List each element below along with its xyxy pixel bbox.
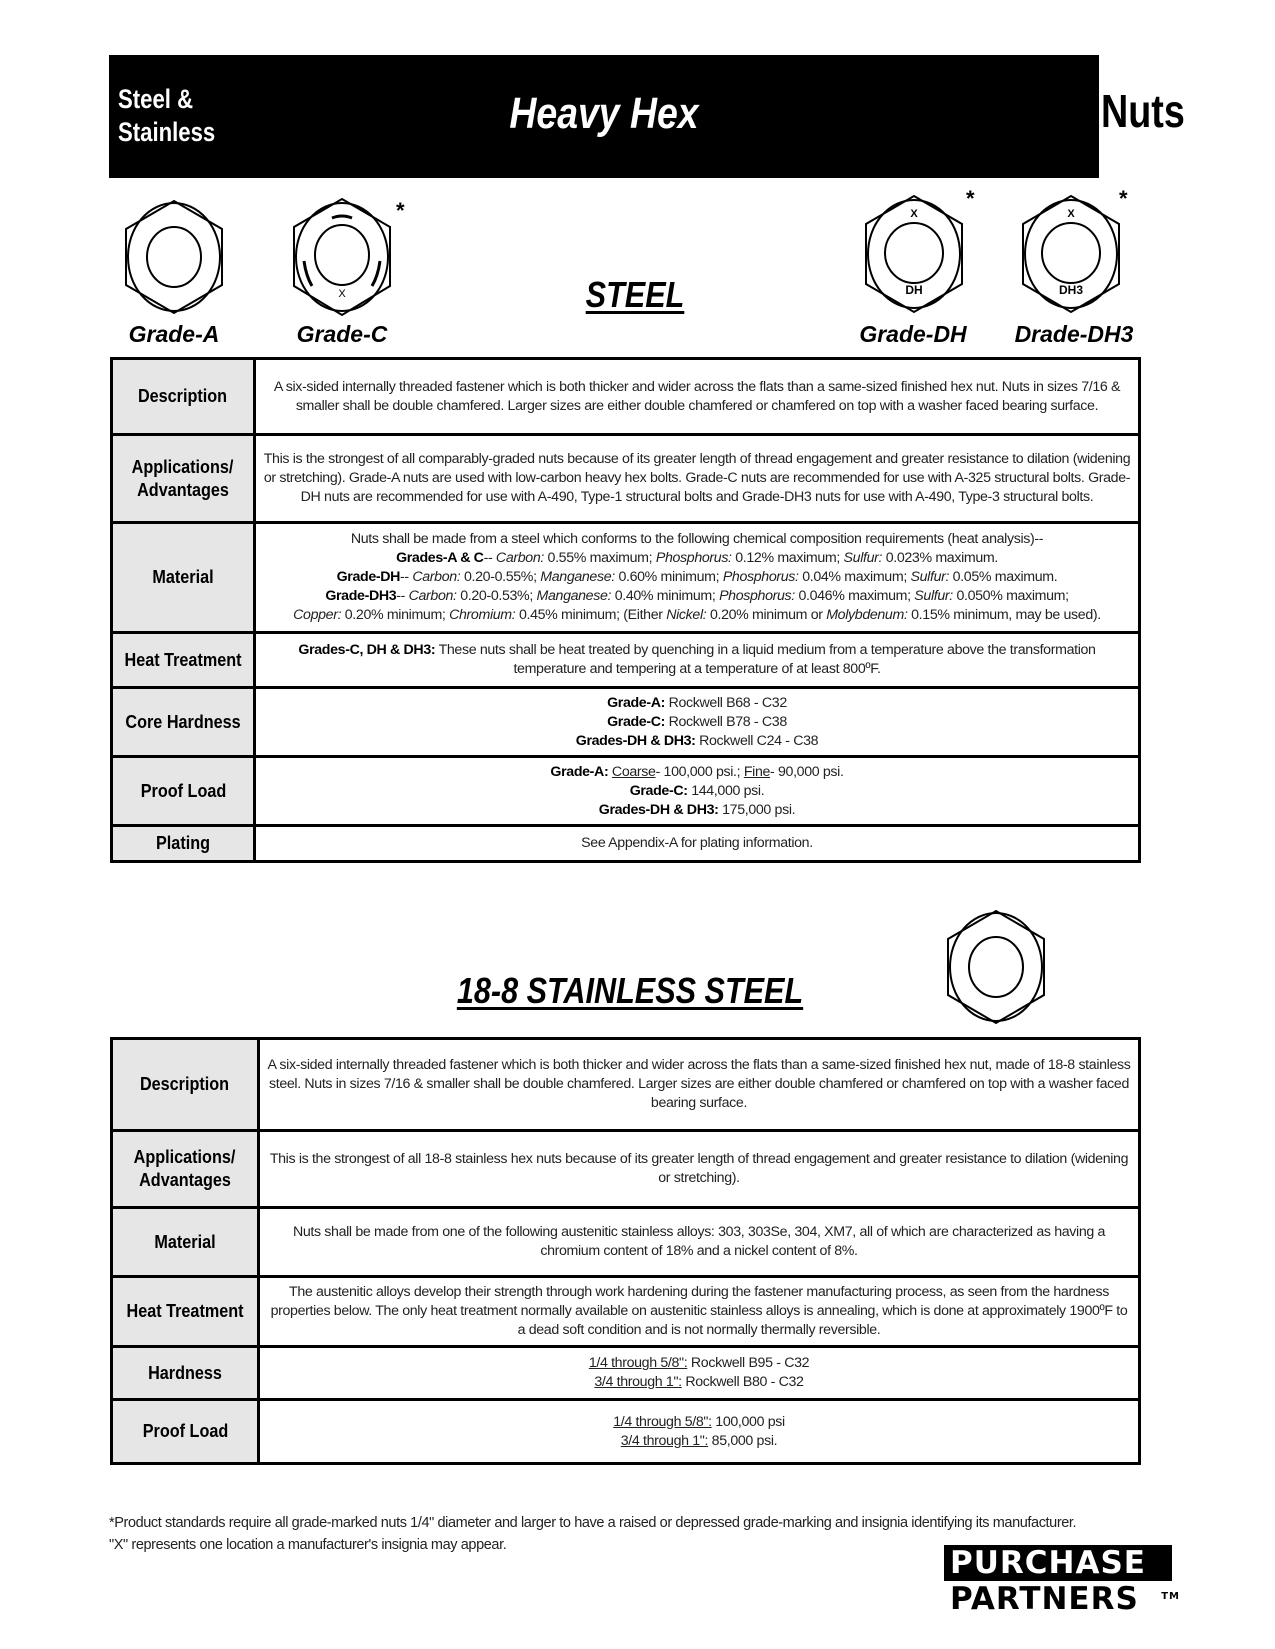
grade-a-nut-icon bbox=[122, 198, 226, 316]
proof-load-text: Grade-A: Coarse- 100,000 psi.; Fine- 90,000 psi. Grade-C: 144,000 psi. Grades-DH & DH3: 175,000 psi. bbox=[255, 757, 1140, 826]
stainless-row-material bbox=[112, 1208, 1140, 1277]
row-label: Plating bbox=[112, 826, 255, 862]
row-label: Heat Treatment bbox=[112, 1277, 259, 1347]
grade-dh3-asterisk: * bbox=[1119, 186, 1128, 211]
grade-dh-nut-icon bbox=[862, 194, 966, 314]
proof-load-text: 1/4 through 5/8": 100,000 psi 3/4 through 1": 85,000 psi. bbox=[613, 1413, 785, 1449]
category-title: Nuts bbox=[1101, 85, 1185, 137]
svg-text:DH: DH bbox=[905, 283, 923, 297]
row-label: Hardness bbox=[112, 1347, 259, 1400]
steel-spec-table bbox=[110, 357, 1141, 863]
row-label: Material bbox=[112, 1208, 259, 1277]
stainless-row-description bbox=[112, 1039, 1140, 1131]
row-label: Description bbox=[112, 1039, 259, 1131]
stainless-nut-icon bbox=[944, 908, 1048, 1026]
steel-row-core-hardness bbox=[112, 688, 1140, 757]
steel-row-description bbox=[112, 359, 1140, 435]
grade-a-label: Grade-A bbox=[128, 321, 220, 347]
header-subtitle-line2: Stainless bbox=[118, 117, 216, 147]
stainless-row-proof-load bbox=[112, 1400, 1140, 1464]
stainless-row-hardness bbox=[112, 1347, 1140, 1400]
grade-c-nut-icon bbox=[290, 196, 394, 318]
grade-c-asterisk: * bbox=[396, 198, 405, 223]
logo-line2: PARTNERS TM bbox=[950, 1581, 1180, 1617]
stainless-row-applications bbox=[112, 1131, 1140, 1208]
material-text: Nuts shall be made from one of the following austenitic stainless alloys: 303, 303Se, 304, XM7, all of which are characterized as having a chromium content of 18% and a nickel content of 8%. bbox=[259, 1208, 1140, 1277]
material-text: Nuts shall be made from a steel which conforms to the following chemical composition requirements (heat analysis)-- Grades-A & C-- Carbon: 0.55% maximum; Phosphorus: 0.12% maximum; Sulfur: 0.023% maximum. Grade-DH-- Carbon: 0.20-0.55%; Manganese: 0.60% minimum; Phosphorus: 0.04% maximum; Sulfur: 0.05% maximum. Grade-DH3-- Carbon: 0.20-0.53%; Manganese: 0.40% minimum; Phosphorus: 0.046% maximum; Sulfur: 0.050% maximum; Copper: 0.20% minimum; Chromium: 0.45% minimum; (Either Nickel: 0.20% minimum or Molybdenum: 0.15% minimum, may be used). bbox=[255, 523, 1140, 633]
row-label: Material bbox=[112, 523, 255, 633]
hardness-text: 1/4 through 5/8": Rockwell B95 - C32 3/4 through 1": Rockwell B80 - C32 bbox=[259, 1347, 1140, 1400]
core-hardness-text: Grade-A: Rockwell B68 - C32 Grade-C: Rockwell B78 - C38 Grades-DH & DH3: Rockwell C24 - C38 bbox=[255, 688, 1140, 757]
stainless-section-title: 18-8 STAINLESS STEEL bbox=[456, 970, 804, 1011]
row-label: Applications/ Advantages bbox=[112, 1131, 259, 1208]
row-label: Applications/ Advantages bbox=[112, 435, 255, 523]
stainless-row-heat-treatment bbox=[112, 1277, 1140, 1347]
page-title: Heavy Hex bbox=[509, 89, 699, 138]
heat-treatment-text: Grades-C, DH & DH3: These nuts shall be heat treated by quenching in a liquid medium from a temperature above the transformation temperature and tempering at a temperature of at least 800ºF. bbox=[255, 633, 1140, 688]
steel-row-plating bbox=[112, 826, 1140, 862]
grade-dh3-label: Drade-DH3 bbox=[1014, 321, 1134, 347]
applications-text: This is the strongest of all comparably-graded nuts because of its greater length of thread engagement and greater resistance to dilation (widening or stretching). Grade-A nuts are used with low-carbon heavy hex bolts. Grade-C nuts are recommended for use with A-325 structural bolts. Grade-DH nuts are recommended for use with A-490, Type-1 structural bolts and Grade-DH3 nuts for use with A-490, Type-3 structural bolts. bbox=[255, 435, 1140, 523]
steel-row-material bbox=[112, 523, 1140, 633]
grade-c-label: Grade-C bbox=[296, 321, 388, 347]
steel-row-heat-treatment bbox=[112, 633, 1140, 688]
svg-text:X: X bbox=[910, 208, 918, 220]
applications-text: This is the strongest of all 18-8 stainless hex nuts because of its greater length of thread engagement and greater resistance to dilation (widening or stretching). bbox=[259, 1131, 1140, 1208]
purchase-partners-logo bbox=[944, 1545, 1180, 1617]
grade-dh-label: Grade-DH bbox=[859, 321, 967, 347]
steel-row-proof-load bbox=[112, 757, 1140, 826]
footnote-insignia: "X" represents one location a manufacturer's insignia may appear. bbox=[109, 1537, 507, 1553]
description-text: A six-sided internally threaded fastener which is both thicker and wider across the flats than a same-sized finished hex nut, made of 18-8 stainless steel. Nuts in sizes 7/16 & smaller shall be double chamfered. Larger sizes are either double chamfered or chamfered on top with a washer faced bearing surface. bbox=[259, 1039, 1140, 1131]
header-subtitle-line1: Steel & bbox=[118, 84, 194, 114]
steel-row-applications bbox=[112, 435, 1140, 523]
row-label: Description bbox=[112, 359, 255, 435]
stainless-spec-table bbox=[110, 1037, 1141, 1465]
row-label: Heat Treatment bbox=[112, 633, 255, 688]
trademark-symbol: TM bbox=[1161, 1591, 1180, 1602]
heat-treatment-text: The austenitic alloys develop their strength through work hardening during the fastener manufacturing process, as seen from the hardness properties below. The only heat treatment normally available on austenitic stainless alloys is annealing, which is done at approximately 1900ºF to a dead soft condition and is not normally thermally reversible. bbox=[259, 1277, 1140, 1347]
grade-dh-asterisk: * bbox=[966, 186, 975, 211]
footnote-grade-marking: *Product standards require all grade-marked nuts 1/4" diameter and larger to have a raised or depressed grade-marking and insignia identifying its manufacturer. bbox=[109, 1515, 1077, 1531]
svg-text:X: X bbox=[1067, 208, 1075, 220]
steel-section-title: STEEL bbox=[585, 274, 685, 315]
grade-dh3-nut-icon bbox=[1019, 194, 1123, 314]
row-label: Proof Load bbox=[112, 757, 255, 826]
logo-line1: PURCHASE bbox=[944, 1545, 1172, 1581]
header-banner bbox=[109, 55, 1099, 178]
row-label: Proof Load bbox=[112, 1400, 259, 1464]
manufacturer-mark: X bbox=[338, 288, 346, 300]
description-text: A six-sided internally threaded fastener which is both thicker and wider across the flats than a same-sized finished hex nut. Nuts in sizes 7/16 & smaller shall be double chamfered. Larger sizes are either double chamfered or chamfered on top with a washer faced bearing surface. bbox=[255, 359, 1140, 435]
plating-text: See Appendix-A for plating information. bbox=[581, 835, 813, 851]
svg-text:DH3: DH3 bbox=[1058, 283, 1084, 297]
row-label: Core Hardness bbox=[112, 688, 255, 757]
